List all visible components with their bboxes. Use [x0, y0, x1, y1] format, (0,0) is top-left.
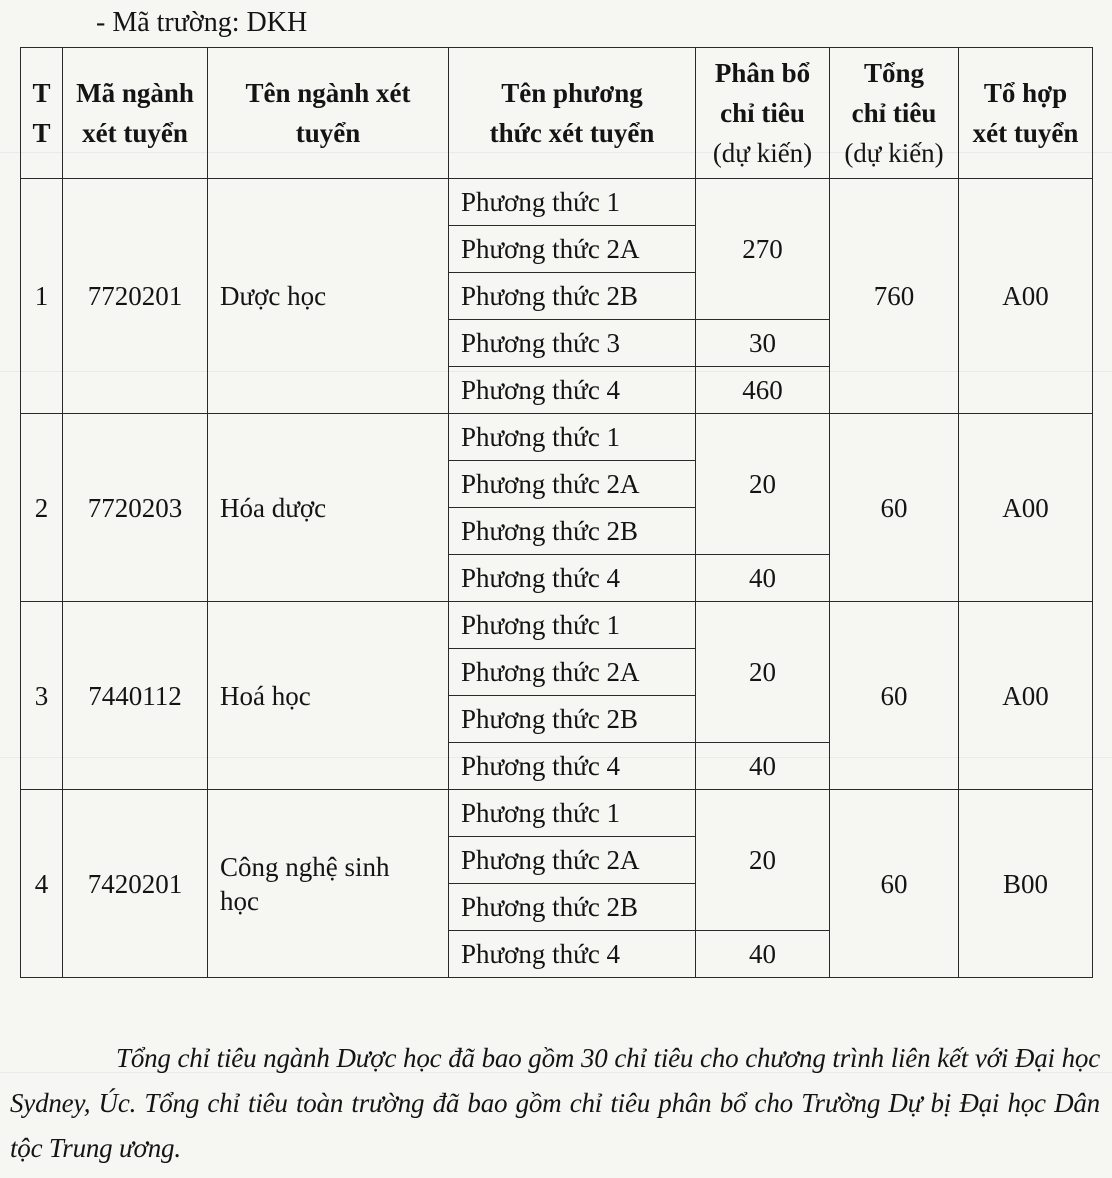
cell-combination: B00 [959, 790, 1093, 978]
admission-quota-table [20, 47, 1093, 978]
header-quota-allocation-main: Phân bổ chỉ tiêu [714, 58, 811, 128]
header-row [21, 48, 1093, 179]
cell-tt: 3 [21, 602, 63, 790]
cell-allocation: 30 [696, 320, 830, 367]
cell-combination: A00 [959, 179, 1093, 414]
cell-major-code: 7720203 [63, 414, 208, 602]
header-total-quota [830, 48, 959, 179]
cell-combination: A00 [959, 602, 1093, 790]
cell-allocation: 40 [696, 555, 830, 602]
cell-total: 760 [830, 179, 959, 414]
cell-allocation: 20 [696, 602, 830, 743]
cell-method: Phương thức 2B [449, 508, 696, 555]
cell-major-name: Dược học [208, 179, 449, 414]
cell-major-code: 7440112 [63, 602, 208, 790]
header-total-quota-note: (dự kiến) [844, 138, 944, 168]
header-quota-allocation-note: (dự kiến) [712, 138, 813, 168]
header-major-code: Mã ngành xét tuyển [63, 48, 208, 179]
cell-allocation: 20 [696, 790, 830, 931]
cell-method: Phương thức 4 [449, 555, 696, 602]
cell-total: 60 [830, 602, 959, 790]
cell-tt: 4 [21, 790, 63, 978]
cell-total: 60 [830, 790, 959, 978]
cell-method: Phương thức 3 [449, 320, 696, 367]
header-total-quota-main: Tổng chỉ tiêu [851, 58, 937, 128]
cell-allocation: 270 [696, 179, 830, 320]
cell-method: Phương thức 2A [449, 226, 696, 273]
cell-method: Phương thức 1 [449, 790, 696, 837]
header-quota-allocation [696, 48, 830, 179]
header-subject-combination: Tổ hợp xét tuyển [959, 48, 1093, 179]
cell-major-code: 7720201 [63, 179, 208, 414]
cell-method: Phương thức 2B [449, 696, 696, 743]
school-code-line: - Mã trường: DKH [96, 7, 308, 38]
cell-major-name: Công nghệ sinh học [208, 790, 449, 978]
cell-major-code: 7420201 [63, 790, 208, 978]
cell-method: Phương thức 1 [449, 602, 696, 649]
cell-method: Phương thức 2A [449, 837, 696, 884]
cell-tt: 1 [21, 179, 63, 414]
table-row [21, 602, 1093, 649]
cell-method: Phương thức 1 [449, 179, 696, 226]
table-row [21, 790, 1093, 837]
cell-combination: A00 [959, 414, 1093, 602]
cell-method: Phương thức 2A [449, 649, 696, 696]
cell-major-name: Hóa dược [208, 414, 449, 602]
cell-allocation: 40 [696, 743, 830, 790]
cell-method: Phương thức 4 [449, 931, 696, 978]
header-major-name: Tên ngành xét tuyển [208, 48, 449, 179]
cell-method: Phương thức 2B [449, 884, 696, 931]
header-tt: T T [21, 48, 63, 179]
footnote-paragraph: Tổng chỉ tiêu ngành Dược học đã bao gồm 30 chỉ tiêu cho chương trình liên kết với Đại học Sydney, Úc. Tổng chỉ tiêu toàn trường đã bao gồm chỉ tiêu phân bổ cho Trường Dự bị Đại học Dân tộc Trung ương. [10, 1043, 1100, 1163]
cell-method: Phương thức 4 [449, 743, 696, 790]
cell-tt: 2 [21, 414, 63, 602]
cell-method: Phương thức 4 [449, 367, 696, 414]
cell-method: Phương thức 2B [449, 273, 696, 320]
header-method-name: Tên phương thức xét tuyển [449, 48, 696, 179]
cell-allocation: 20 [696, 414, 830, 555]
cell-total: 60 [830, 414, 959, 602]
cell-method: Phương thức 1 [449, 414, 696, 461]
table-row [21, 414, 1093, 461]
cell-method: Phương thức 2A [449, 461, 696, 508]
cell-allocation: 460 [696, 367, 830, 414]
table-row [21, 179, 1093, 226]
cell-allocation: 40 [696, 931, 830, 978]
cell-major-name: Hoá học [208, 602, 449, 790]
